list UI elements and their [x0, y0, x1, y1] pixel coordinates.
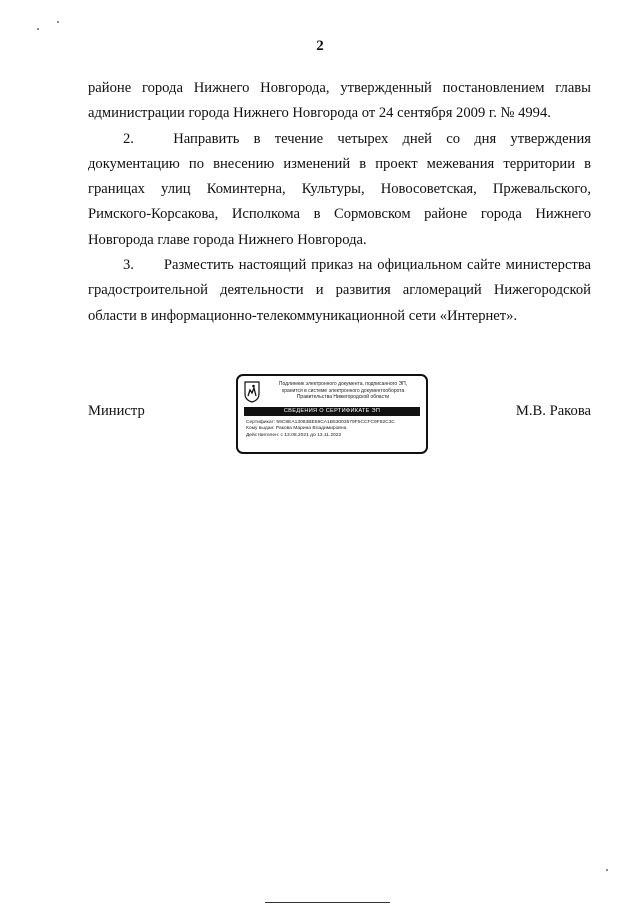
text-line: Исполкома в Сормовском районе города Нижнего Новгорода главе города [88, 206, 592, 248]
text-line: градостроительной деятельности и развития агломераций Нижегородской [88, 282, 591, 299]
row-key: Сертификат: [246, 420, 276, 425]
item-number: 3. [123, 257, 134, 274]
stamp-header-line: хранится в системе электронного документооборота [281, 387, 405, 394]
scan-speck [57, 21, 59, 23]
document-body [88, 76, 591, 329]
certificate-row [246, 433, 422, 439]
text-line: администрации города Нижнего Новгорода от 24 сентября 2009 г. № 4994. [88, 105, 551, 122]
scan-speck [37, 28, 39, 30]
scan-speck [606, 869, 608, 871]
text-line: районе города Нижнего Новгорода, утвержденный постановлением главы [88, 80, 591, 96]
paragraph-item-2 [88, 127, 591, 253]
row-value: с 13.08.2021 до 13.11.2022 [280, 432, 342, 438]
row-value: 59C8EA13083BE59CA1B53003579F5CCFC9F92C3C [276, 420, 395, 425]
certificate-details [246, 420, 422, 439]
electronic-signature-stamp [236, 374, 428, 454]
text-line: Коминтерна, Культуры, Новосоветская, Пржевальского, Римского-Корсакова, [88, 181, 592, 223]
coat-of-arms-icon [244, 381, 260, 403]
stamp-header-line: Правительства Нижегородской области [296, 394, 390, 401]
footer-rule [265, 902, 390, 903]
signatory-name: М.В. Ракова [515, 403, 591, 419]
text-line: Направить в течение четырех дней со дня утверждения документацию [88, 130, 591, 172]
stamp-header-line: Подлинник электронного документа, подписанного ЭП, [278, 381, 408, 387]
stamp-header [262, 381, 424, 401]
stamp-title-bar: СВЕДЕНИЯ О СЕРТИФИКАТЕ ЭП [244, 407, 420, 416]
row-key: Действителен: [246, 432, 280, 438]
paragraph-item-3 [88, 253, 591, 329]
row-value: Ракова Марина Владимировна [275, 426, 347, 432]
text-line: области в информационно-телекоммуникационной сети «Интернет». [88, 307, 518, 324]
text-line: Нижнего Новгорода. [237, 231, 367, 248]
row-key: Кому выдан: [246, 426, 275, 432]
page-number: 2 [316, 38, 324, 54]
item-number: 2. [123, 130, 134, 147]
paragraph-continuation [88, 76, 591, 127]
text-line: Разместить настоящий приказ на официальном сайте министерства [163, 257, 591, 274]
text-line: по внесению изменений в проект межевания территории в границах улиц [88, 155, 591, 198]
signatory-position: Министр [88, 403, 145, 419]
